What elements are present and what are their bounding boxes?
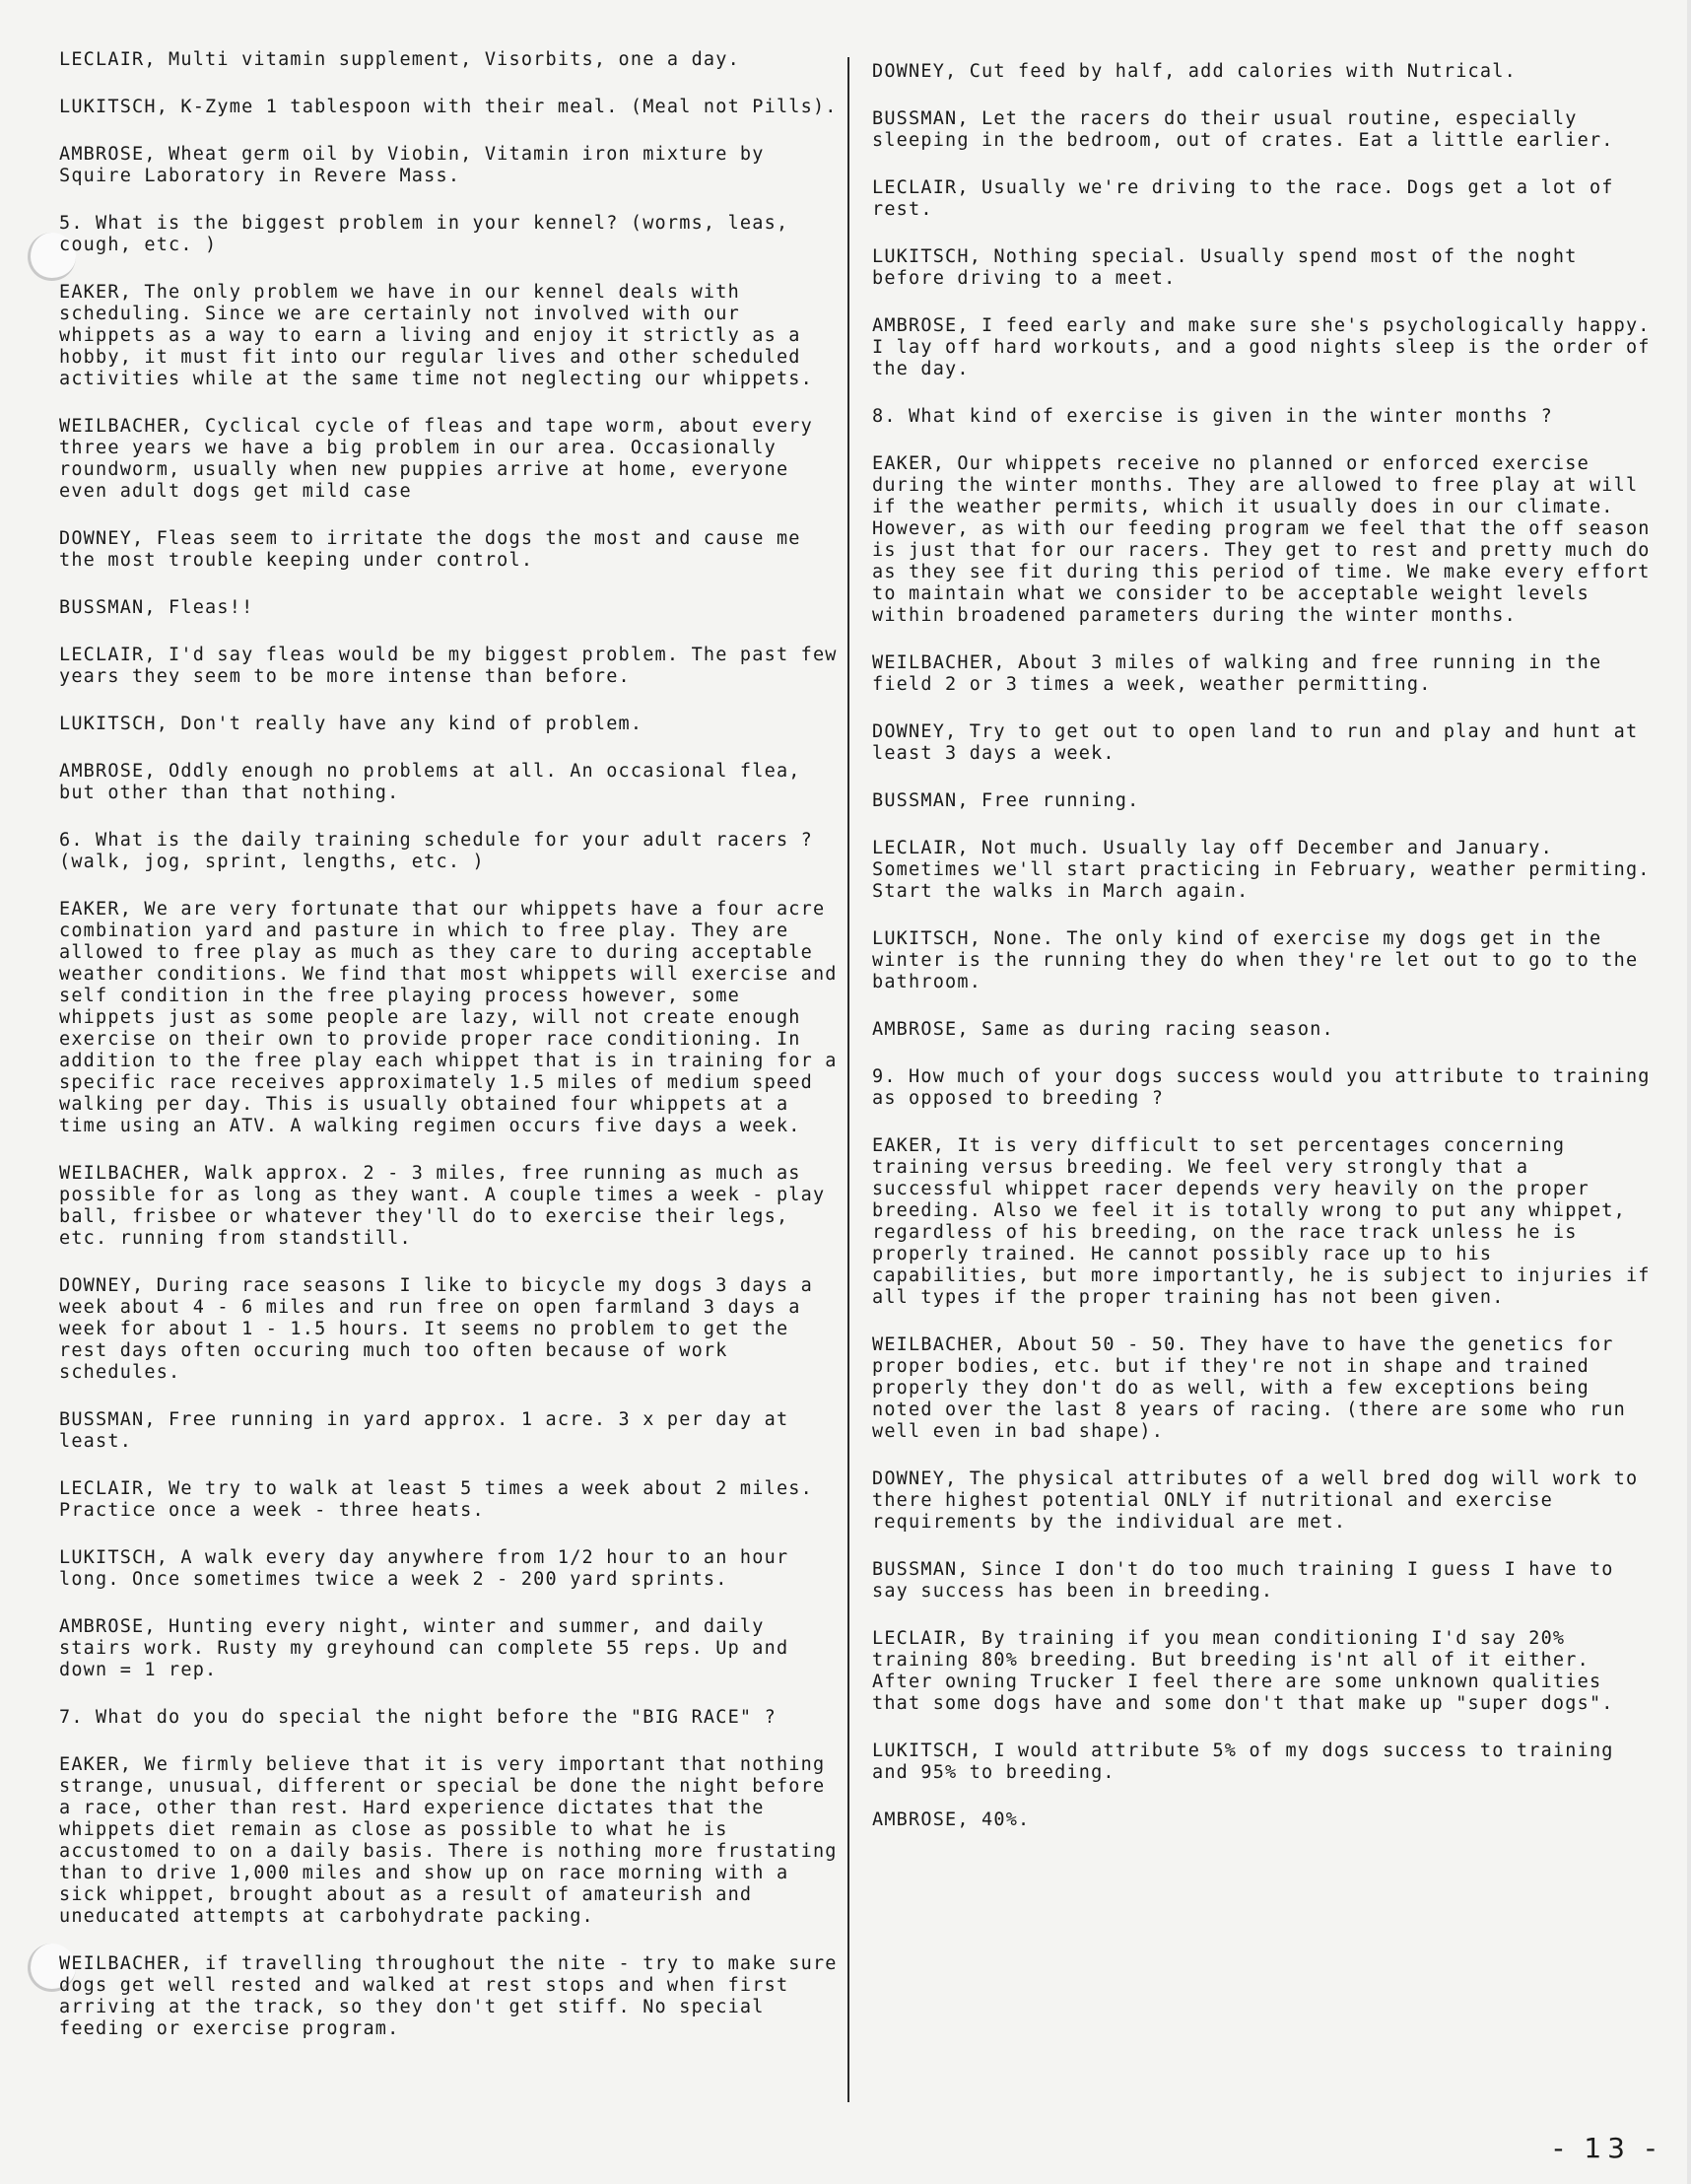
right-column [872, 61, 1651, 1857]
paragraph: LUKITSCH, A walk every day anywhere from 1/2 hour to an hour long. Once sometimes twice a week 2 - 200 yard sprints. [59, 1547, 789, 1590]
paragraph: LUKITSCH, Don't really have any kind of problem. [59, 714, 643, 734]
paragraph: AMBROSE, Hunting every night, winter and summer, and daily stairs work. Rusty my greyhound can complete 55 reps. Up and down = 1 rep. [59, 1616, 789, 1680]
paragraph: EAKER, We firmly believe that it is very important that nothing strange, unusual, different or special be done the night before a race, other than rest. Hard experience dictates that the whippets diet remain as close as possible to what he is accustomed to on a daily basis. There is nothing more frustating than to drive 1,000 miles and show up on race morning with a sick whippet, brought about as a result of amateurish and uneducated attempts at carbohydrate packing. [59, 1754, 838, 1927]
paragraph: AMBROSE, Same as during racing season. [872, 1019, 1334, 1040]
paragraph: LUKITSCH, Nothing special. Usually spend most of the noght before driving to a meet. [872, 246, 1578, 289]
paragraph: EAKER, We are very fortunate that our whippets have a four acre combination yard and pasture in which to free play. They are allowed to free play as much as they care to during acceptable weather conditions. We find that most whippets will exercise and self condition in the free playing process however, some whippets just as some people are lazy, will not create enough exercise on their own to provide proper race conditioning. In addition to the free play each whippet that is in training for a specific race receives approximately 1.5 miles of medium speed walking per day. This is usually obtained four whippets at a time using an ATV. A walking regimen occurs five days a week. [59, 899, 838, 1136]
paragraph: EAKER, The only problem we have in our kennel deals with scheduling. Since we are certainly not involved with our whippets as a way to earn a living and enjoy it strictly as a hobby, it must fit into our regular lives and other scheduled activities while at the same time not neglecting our whippets. [59, 282, 813, 389]
paragraph: LECLAIR, Usually we're driving to the race. Dogs get a lot of rest. [872, 177, 1614, 220]
paragraph: AMBROSE, 40%. [872, 1809, 1031, 1830]
paragraph: LECLAIR, I'd say fleas would be my biggest problem. The past few years they seem to be more intense than before. [59, 645, 838, 687]
paragraph: AMBROSE, I feed early and make sure she's psychologically happy. I lay off hard workouts, and a good nights sleep is the order of the day. [872, 315, 1651, 379]
paragraph: LUKITSCH, K-Zyme 1 tablespoon with their meal. (Meal not Pills). [59, 97, 838, 117]
paragraph: AMBROSE, Wheat germ oil by Viobin, Vitamin iron mixture by Squire Laboratory in Revere Mass. [59, 144, 765, 186]
paragraph: DOWNEY, The physical attributes of a well bred dog will work to there highest potential ONLY if nutritional and exercise requirements by the individual are met. [872, 1468, 1639, 1533]
paragraph: DOWNEY, Fleas seem to irritate the dogs the most and cause me the most trouble keeping under control. [59, 528, 801, 571]
paragraph: WEILBACHER, Cyclical cycle of fleas and tape worm, about every three years we have a big problem in our area. Occasionally roundworm, usually when new puppies arrive at home, everyone even adult dogs get mild case [59, 416, 813, 502]
paragraph: WEILBACHER, About 3 miles of walking and free running in the field 2 or 3 times a week, weather permitting. [872, 652, 1602, 695]
paragraph: DOWNEY, During race seasons I like to bicycle my dogs 3 days a week about 4 - 6 miles and run free on open farmland 3 days a week for about 1 - 1.5 hours. It seems no problem to get the rest days often occuring much too often because of work schedules. [59, 1275, 813, 1383]
paragraph: BUSSMAN, Free running. [872, 790, 1140, 811]
paragraph: DOWNEY, Try to get out to open land to run and play and hunt at least 3 days a week. [872, 721, 1639, 764]
paragraph: DOWNEY, Cut feed by half, add calories with Nutrical. [872, 61, 1517, 82]
page-edge [1687, 0, 1691, 2184]
paragraph: BUSSMAN, Since I don't do too much training I guess I have to say success has been in breeding. [872, 1559, 1614, 1602]
paragraph: BUSSMAN, Free running in yard approx. 1 acre. 3 x per day at least. [59, 1409, 789, 1452]
paragraph: LECLAIR, Not much. Usually lay off December and January. Sometimes we'll start practicing in February, weather permiting. Start the walks in March again. [872, 838, 1651, 902]
question-heading: 6. What is the daily training schedule for your adult racers ? (walk, jog, sprint, lengths, etc. ) [59, 830, 813, 872]
paragraph: BUSSMAN, Fleas!! [59, 597, 254, 618]
paragraph: LUKITSCH, None. The only kind of exercise my dogs get in the winter is the running they do when they're let out to go to the bathroom. [872, 928, 1639, 992]
question-heading: 5. What is the biggest problem in your kennel? (worms, leas, cough, etc. ) [59, 213, 789, 255]
left-column [59, 49, 838, 2066]
page-number: - 13 - [1553, 2132, 1661, 2164]
paragraph: AMBROSE, Oddly enough no problems at all. An occasional flea, but other than that nothing. [59, 761, 801, 803]
paragraph: LECLAIR, Multi vitamin supplement, Visorbits, one a day. [59, 49, 740, 70]
paragraph: WEILBACHER, Walk approx. 2 - 3 miles, free running as much as possible for as long as they want. A couple times a week - play ball, frisbee or whatever they'll do to exercise their legs, etc. running from standstill. [59, 1163, 826, 1249]
paragraph: LECLAIR, We try to walk at least 5 times a week about 2 miles. Practice once a week - three heats. [59, 1478, 813, 1521]
question-heading: 7. What do you do special the night before the "BIG RACE" ? [59, 1707, 777, 1728]
paragraph: WEILBACHER, if travelling throughout the nite - try to make sure dogs get well rested and walked at rest stops and when first arriving at the track, so they don't get stiff. No special feeding or exercise program. [59, 1953, 838, 2039]
paragraph: LECLAIR, By training if you mean conditioning I'd say 20% training 80% breeding. But breeding is'nt all of it either. After owning Trucker I feel there are some unknown qualities that some dogs have and some don't that make up "super dogs". [872, 1628, 1614, 1714]
paragraph: EAKER, Our whippets receive no planned or enforced exercise during the winter months. They are allowed to free play at will if the weather permits, which it usually does in our climate. However, as with our feeding program we feel that the off season is just that for our racers. They get to rest and pretty much do as they see fit during this period of time. We make every effort to maintain what we consider to be acceptable weight levels within broadened parameters during the winter months. [872, 453, 1651, 626]
column-divider [847, 57, 849, 2102]
paragraph: BUSSMAN, Let the racers do their usual routine, especially sleeping in the bedroom, out of crates. Eat a little earlier. [872, 108, 1614, 151]
paragraph: WEILBACHER, About 50 - 50. They have to have the genetics for proper bodies, etc. but if they're not in shape and trained properly they don't do as well, with a few exceptions being noted over the last 8 years of racing. (there are some who run well even in bad shape). [872, 1334, 1626, 1442]
question-heading: 9. How much of your dogs success would you attribute to training as opposed to breeding ? [872, 1066, 1651, 1109]
paragraph: LUKITSCH, I would attribute 5% of my dogs success to training and 95% to breeding. [872, 1740, 1614, 1783]
paragraph: EAKER, It is very difficult to set percentages concerning training versus breeding. We feel very strongly that a successful whippet racer depends very heavily on the proper breeding. Also we feel it is totally wrong to put any whippet, regardless of his breeding, on the race track unless he is properly trained. He cannot possibly race up to his capabilities, but more importantly, he is subject to injuries if all types if the proper training has not been given. [872, 1135, 1651, 1308]
question-heading: 8. What kind of exercise is given in the winter months ? [872, 406, 1553, 427]
